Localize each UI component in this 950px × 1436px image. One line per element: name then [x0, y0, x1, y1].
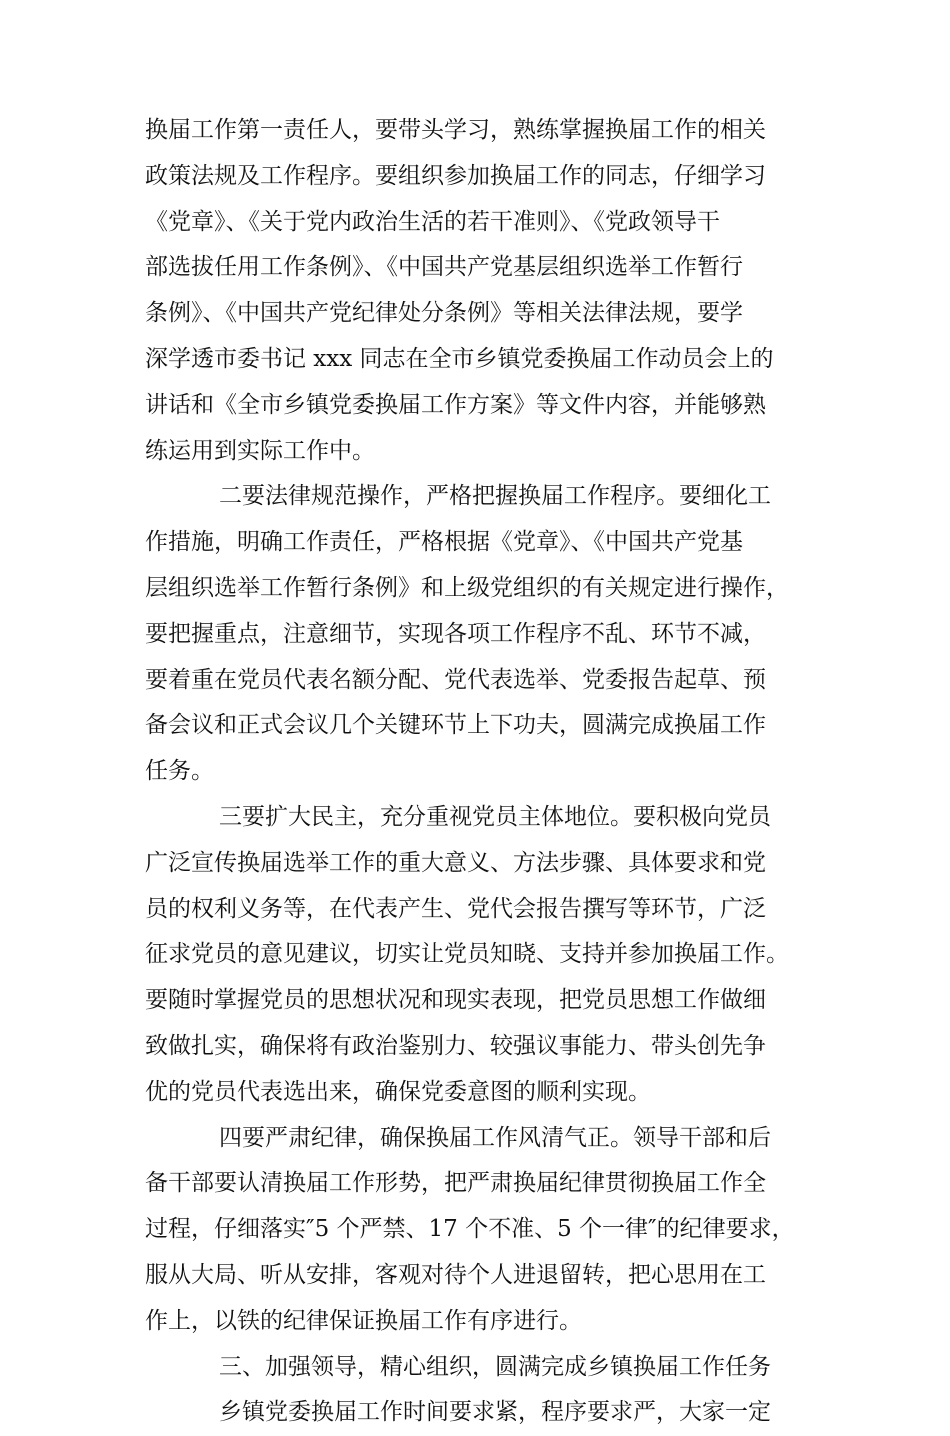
paragraph-start-line: 四要严肃纪律，确保换届工作风清气正。领导干部和后	[219, 1124, 771, 1151]
text-line: 备会议和正式会议几个关键环节上下功夫，圆满完成换届工作	[145, 712, 766, 739]
paragraph-start-line: 三要扩大民主，充分重视党员主体地位。要积极向党员	[219, 803, 771, 830]
text-line: 条例》、《中国共产党纪律处分条例》等相关法律法规，要学	[145, 300, 743, 327]
text-line: 层组织选举工作暂行条例》和上级党组织的有关规定进行操作，	[145, 574, 789, 601]
text-line: 致做扎实，确保将有政治鉴别力、较强议事能力、带头创先争	[145, 1032, 766, 1059]
text-line: 征求党员的意见建议，切实让党员知晓、支持并参加换届工作。	[145, 941, 789, 968]
text-line: 作措施，明确工作责任，严格根据《党章》、《中国共产党基	[145, 529, 743, 556]
text-line: 任务。	[145, 758, 214, 785]
text-line: 服从大局、听从安排，客观对待个人进退留转，把心思用在工	[145, 1261, 766, 1288]
text-line: 练运用到实际工作中。	[145, 437, 375, 464]
text-line: 政策法规及工作程序。要组织参加换届工作的同志，仔细学习	[145, 162, 766, 189]
text-line: 员的权利义务等，在代表产生、党代会报告撰写等环节，广泛	[145, 895, 766, 922]
text-line: 换届工作第一责任人，要带头学习，熟练掌握换届工作的相关	[145, 117, 766, 143]
text-line: 作上，以铁的纪律保证换届工作有序进行。	[145, 1307, 582, 1334]
text-line: 深学透市委书记 xxx 同志在全市乡镇党委换届工作动员会上的	[145, 345, 774, 372]
paragraph-start-line: 二要法律规范操作，严格把握换届工作程序。要细化工	[219, 483, 771, 510]
text-line: 讲话和《全市乡镇党委换届工作方案》等文件内容，并能够熟	[145, 391, 766, 418]
text-line: 备干部要认清换届工作形势，把严肃换届纪律贯彻换届工作全	[145, 1170, 766, 1197]
text-line: 优的党员代表选出来，确保党委意图的顺利实现。	[145, 1078, 651, 1105]
text-line: 广泛宣传换届选举工作的重大意义、方法步骤、具体要求和党	[145, 849, 766, 876]
text-line: 要着重在党员代表名额分配、党代表选举、党委报告起草、预	[145, 666, 766, 693]
text-line: 过程，仔细落实″5 个严禁、17 个不准、5 个一律″的纪律要求，	[145, 1216, 795, 1243]
paragraph-start-line: 乡镇党委换届工作时间要求紧，程序要求严，大家一定	[219, 1399, 771, 1426]
section-heading: 三、加强领导，精心组织，圆满完成乡镇换届工作任务	[219, 1353, 771, 1380]
text-line: 部选拔任用工作条例》、《中国共产党基层组织选举工作暂行	[145, 254, 743, 281]
document-body	[145, 108, 805, 1436]
text-line: 《党章》、《关于党内政治生活的若干准则》、《党政领导干	[145, 208, 720, 235]
text-line: 要随时掌握党员的思想状况和现实表现，把党员思想工作做细	[145, 987, 766, 1014]
text-line: 要把握重点，注意细节，实现各项工作程序不乱、环节不减，	[145, 620, 766, 647]
